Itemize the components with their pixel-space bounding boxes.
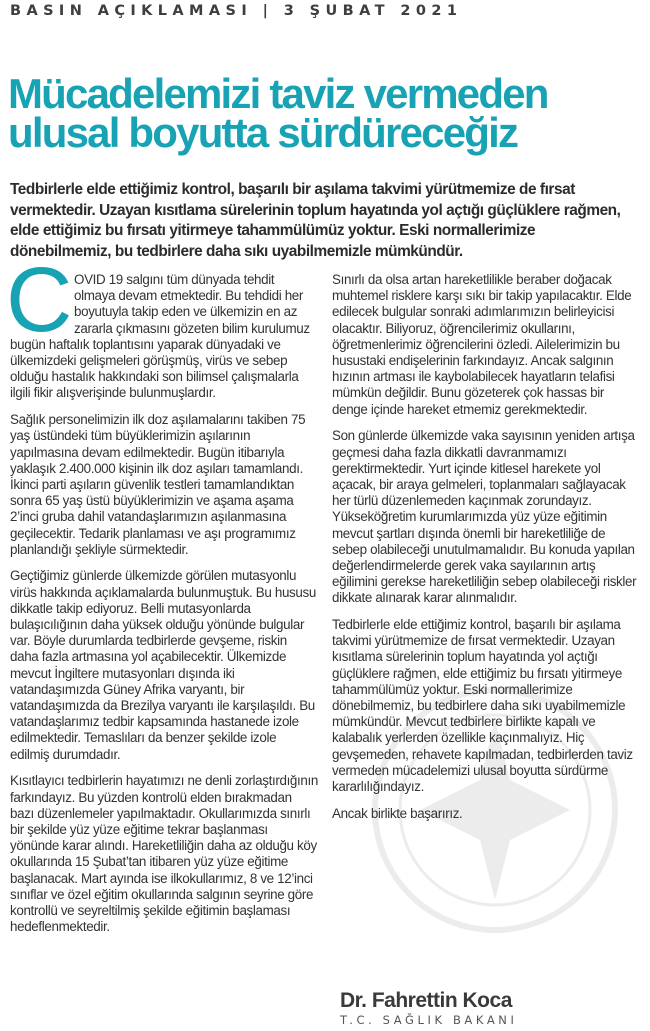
body-paragraph-2: Sağlık personelimizin ilk doz aşılamalarını takiben 75 yaş üstündeki tüm büyüklerimizin aşılarının yapılmasına devam edilmektedir. Bugün itibarıyla yaklaşık 2.400.000 kişinin ilk doz aşıları tamamlandı. İkinci parti aşıların güvenlik testleri tamamlandıktan sonra 65 yaş üstü büyüklerimizin ve aşama aşama 2’inci gruba dahil vatandaşlarımızın aşılanmasına geçilecektir. Tedarik planlaması ve aşı programımız planlandığı şekliyle sürmektedir.: [10, 412, 306, 557]
press-release-header: BASIN AÇIKLAMASI | 3 ŞUBAT 2021: [10, 3, 463, 19]
body-paragraph-7: Tedbirlerle elde ettiğimiz kontrol, başarılı bir aşılama takvimi yürütmemize de fırsat vermektedir. Uzayan kısıtlama sürelerinin toplum hayatında yol açtığı güçlüklere rağmen, elde ettiğimiz bu fırsatı yitirmeye tahammülümüz yoktur. Eski normallerimize dönebilmemiz, bu tedbirlere daha sıkı uyabilmemizle mümkündür. Mevcut tedbirlere birlikte kapalı ve kalabalık yerlerden özellikle kaçınmalıyız. Hiç gevşemeden, rehavete kapılmadan, tedbirlerden taviz vermeden mücadelemizi ulusal boyutta sürdürme kararlılığındayız.: [332, 617, 633, 795]
body-paragraph-8: Ancak birlikte başarırız.: [332, 805, 463, 821]
body-paragraph-6: Son günlerde ülkemizde vaka sayısının yeniden artışa geçmesi daha fazla dikkatli davranmamızı gerektirmektedir. Yurt içinde kitlesel harekete yol açacak, bir araya gelmeleri, toplanmaları sağlayacak her türlü düzenlemeden kaçınmak zorundayız. Yükseköğretim kurumlarımızda yüz yüze eğitimin mevcut şartları dışında önemli bir hareketliliğe de sebep olabileceği unutulmamalıdır. Bu konuda yapılan değerlendirmelerde gerek vaka sayılarının artış eğilimini gerekse hareketliliğin sebep olabileceği riskler dikkate alınarak karar alınmalıdır.: [332, 428, 637, 606]
lead-paragraph: Tedbirlerle elde ettiğimiz kontrol, başarılı bir aşılama takvimi yürütmemize de fırsat vermektedir. Uzayan kısıtlama sürelerinin toplum hayatında yol açtığı güçlüklere rağmen, elde ettiğimiz bu fırsatı yitirmeye tahammülümüz yoktur. Eski normallerimize dönebilmemiz, bu tedbirlere daha sıkı uyabilmemizle mümkündür.: [10, 181, 621, 260]
headline: [8, 70, 648, 156]
body-paragraph-5: Sınırlı da olsa artan hareketlilikle beraber doğacak muhtemel risklere karşı sıkı bir takip yapılacaktır. Elde edilecek bulgular sonraki adımlarımızın belirleyicisi olacaktır. Biliyoruz, öğrencilerimiz okullarını, öğretmenlerimiz öğrencilerini özledi. Ailelerimizin bu husustaki endişelerinin farkındayız. Ancak salgının hızının artması ile kaybolabilecek hayatların telafisi mümkün değildir. Bunu gözeterek çok hassas bir denge içinde hareket etmemiz gerekmektedir.: [332, 272, 632, 417]
body-paragraph-3: Geçtiğimiz günlerde ülkemizde görülen mutasyonlu virüs hakkında açıklamalarda bulunmuştuk. Bu hususu dikkatle takip ediyoruz. Belli mutasyonlarda bulaşıcılığının daha yüksek olduğu yönünde bulgular var. Böyle durumlarda tedbirlerde gevşeme, riskin daha fazla artmasına yol açabilecektir. Ülkemizde mevcut İngiltere mutasyonları dışında iki vatandaşımızda Güney Afrika varyantı, bir vatandaşımızda da Brezilya varyantı ile karşılaşıldı. Bu vatandaşlarımız tedbir kapsamında hastanede izole edilmektedir. Temaslıları da benzer şekilde izole edilmiş durumdadır.: [10, 568, 316, 762]
body-paragraph-4: Kısıtlayıcı tedbirlerin hayatımızı ne denli zorlaştırdığının farkındayız. Bu yüzden kontrolü elden bırakmadan bazı düzenlemeler yapılmaktadır. Okullarımızda sınırlı bir şekilde yüz yüze eğitime tekrar başlanması yönünde karar alındı. Hareketliliğin daha az olduğu köy okullarında 15 Şubat’tan itibaren yüz yüze eğitime başlanacak. Mart ayında ise ilkokullarımız, 8 ve 12’inci sınıflar ve özel eğitim okullarında salgının seyrine göre kontrollü ve seyreltilmiş şekilde eğitimin başlaması hedeflenmektedir.: [10, 773, 318, 935]
body-column-left: [6, 249, 318, 946]
body-paragraph-1-text: OVID 19 salgını tüm dünyada tehdit olmaya devam etmektedir. Bu tehdidi her boyutuyla takip eden ve ülkemizin en az zararla çıkmasını gözeten bilim kurulumuz bugün haftalık toplantısını yaparak dünyadaki ve ülkemizdeki gelişmeleri görüşmüş, virüs ve sebep olduğu hastalık hakkındaki son bilimsel çalışmalarla ilgili fikir alışverişinde bulunmuşlardır.: [10, 272, 310, 401]
body-column-right: [332, 272, 642, 833]
drop-cap-letter: C: [6, 249, 73, 351]
signatory-title: T.C. SAĞLIK BAKANI: [340, 1013, 518, 1027]
headline-line-1: Mücadelemizi taviz vermeden: [8, 70, 548, 117]
headline-line-2: ulusal boyutta sürdüreceğiz: [8, 109, 518, 156]
signatory-name: Dr. Fahrettin Koca: [340, 989, 512, 1012]
signature-block: [332, 990, 642, 1027]
drop-cap: [6, 249, 73, 351]
body-paragraph-1: [6, 249, 318, 402]
